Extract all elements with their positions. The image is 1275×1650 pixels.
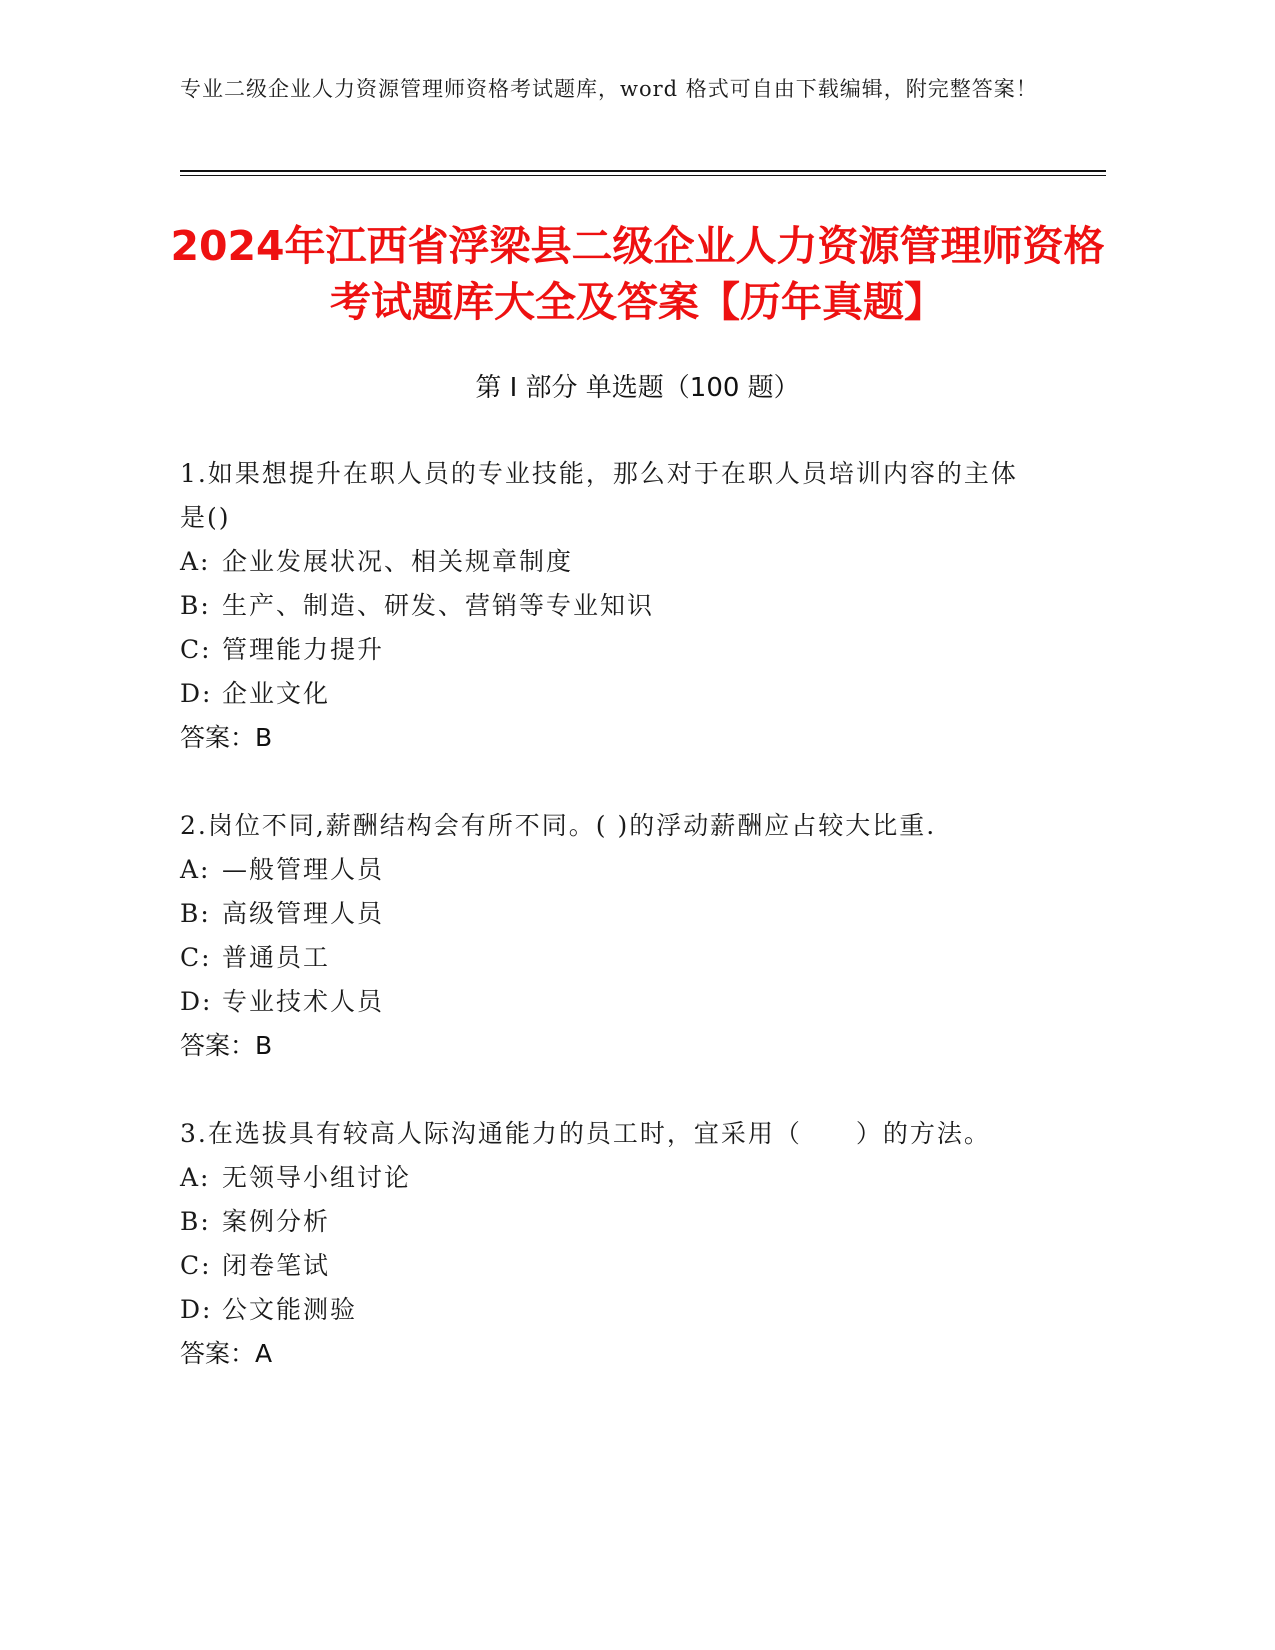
- option-letter: B:: [180, 899, 211, 928]
- option-text: 公文能测验: [222, 1295, 358, 1324]
- option-c: [180, 936, 1040, 980]
- option-letter: A:: [180, 547, 211, 576]
- answer-line: 答案：A: [180, 1339, 273, 1368]
- header-rule-thick: [180, 170, 1106, 172]
- question-stem: 2.岗位不同,薪酬结构会有所不同。( )的浮动薪酬应占较大比重.: [180, 811, 937, 840]
- option-letter: D:: [180, 987, 213, 1016]
- document-title: 2024年江西省浮梁县二级企业人力资源管理师资格考试题库大全及答案【历年真题】: [170, 222, 1105, 326]
- option-text: 无领导小组讨论: [222, 1163, 412, 1192]
- question-stem: 3.在选拔具有较高人际沟通能力的员工时，宜采用（ ）的方法。: [180, 1119, 991, 1148]
- header-rule-thin: [180, 175, 1106, 176]
- option-text: 案例分析: [222, 1207, 331, 1236]
- option-d: [180, 672, 1040, 716]
- option-letter: D:: [180, 1295, 213, 1324]
- answer-line: 答案：B: [180, 1031, 273, 1060]
- option-d: [180, 980, 1040, 1024]
- option-a: [180, 848, 1040, 892]
- option-letter: C:: [180, 635, 212, 664]
- option-letter: A:: [180, 1163, 211, 1192]
- option-text: 闭卷笔试: [222, 1251, 331, 1280]
- option-letter: B:: [180, 1207, 211, 1236]
- option-text: 专业技术人员: [222, 987, 385, 1016]
- option-d: [180, 1288, 1040, 1332]
- option-text: 管理能力提升: [222, 635, 385, 664]
- option-a: [180, 540, 1040, 584]
- option-letter: C:: [180, 1251, 212, 1280]
- option-letter: D:: [180, 679, 213, 708]
- question-stem: 1.如果想提升在职人员的专业技能，那么对于在职人员培训内容的主体是(): [180, 459, 1018, 532]
- question-list: [180, 452, 1040, 1420]
- option-b: [180, 892, 1040, 936]
- header-note: 专业二级企业人力资源管理师资格考试题库，word 格式可自由下载编辑，附完整答案！: [180, 77, 1038, 101]
- option-a: [180, 1156, 1040, 1200]
- option-letter: A:: [180, 855, 211, 884]
- option-text: 高级管理人员: [222, 899, 385, 928]
- question-3: [180, 1112, 1040, 1376]
- question-1: [180, 452, 1040, 760]
- option-b: [180, 1200, 1040, 1244]
- section-title: 第 I 部分 单选题（100 题）: [475, 373, 800, 403]
- option-c: [180, 1244, 1040, 1288]
- option-text: 企业发展状况、相关规章制度: [222, 547, 574, 576]
- option-c: [180, 628, 1040, 672]
- option-text: 普通员工: [222, 943, 331, 972]
- option-text: 企业文化: [222, 679, 331, 708]
- option-text: 生产、制造、研发、营销等专业知识: [222, 591, 655, 620]
- option-letter: C:: [180, 943, 212, 972]
- option-letter: B:: [180, 591, 211, 620]
- option-b: [180, 584, 1040, 628]
- answer-line: 答案：B: [180, 723, 273, 752]
- option-text: —般管理人员: [222, 855, 385, 884]
- question-2: [180, 804, 1040, 1068]
